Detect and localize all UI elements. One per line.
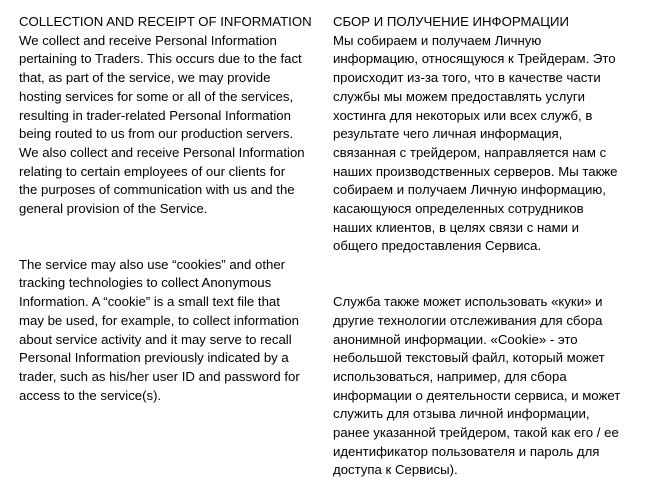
paragraph-cookies-ru: Служба также может использовать «куки» и другие технологии отслеживания для сбора анонимной информации. «Cookie» - это небольшой текстовый файл, который может использоваться, например, для сбора информации о деятельности сервиса, и может служить для отзыва личной информации, ранее указанной трейдером, такой как его / ее идентификатор пользователя и пароль для доступа к Сервисы). (333, 294, 621, 478)
section-heading-ru: СБОР И ПОЛУЧЕНИЕ ИНФОРМАЦИИ (333, 14, 569, 29)
russian-column (333, 13, 643, 480)
paragraph-cookies-en: The service may also use “cookies” and other tracking technologies to collect Anonymous Information. A “cookie” is a small text file that may be used, for example, to collect information about service activity and it may serve to recall Personal Information previously indicated by a trader, such as his/her user ID and password for access to the service(s). (19, 256, 300, 403)
paragraph-collection-ru: Мы собираем и получаем Личную информацию, относящуюся к Трейдерам. Это происходит из-за того, что в качестве части службы мы можем предоставлять услуги хостинга для некоторых или всех служб, в результате чего личная информация, связанная с трейдером, направляется нам с наших производственных серверов. Мы также собираем и получаем Личную информацию, касающуюся определенных сотрудников наших клиентов, в целях связи с нами и общего предоставления Сервиса. (333, 32, 618, 254)
paragraph-gap (19, 219, 319, 256)
english-column (19, 13, 319, 405)
paragraph-collection-en: We collect and receive Personal Information pertaining to Traders. This occurs due to the fact that, as part of the service, we may provide hosting services for some or all of the services, resulting in trader-related Personal Information being routed to us from our production servers. We also collect and receive Personal Information relating to certain employees of our clients for the purposes of communication with us and the general provision of the Service. (19, 32, 305, 217)
paragraph-gap (333, 256, 643, 293)
section-heading-en: COLLECTION AND RECEIPT OF INFORMATION (19, 14, 312, 29)
